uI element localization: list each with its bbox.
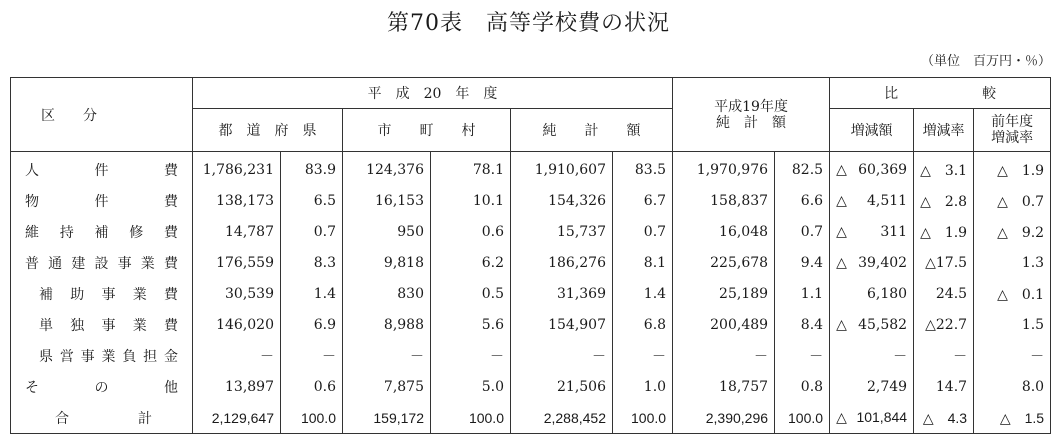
row-label-text: 補 助 事 業 費 <box>39 286 178 303</box>
table-row <box>11 340 1051 371</box>
row-label-text: 合 計 <box>55 410 152 427</box>
diff-value: 4,511 <box>866 192 908 209</box>
cell-net19: 158,837 <box>673 185 775 216</box>
diff-value: 45,582 <box>858 316 908 333</box>
cell-diff-amount <box>830 247 914 278</box>
cell-net-pct: 1.0 <box>613 371 673 402</box>
cell-muni-pct: 6.2 <box>431 247 511 278</box>
cell-diff-amount <box>830 216 914 247</box>
cell-prev: 1.5 <box>974 309 1051 340</box>
cell-muni: 8,988 <box>343 309 431 340</box>
cell-pref-pct: 100.0 <box>281 402 343 434</box>
cell-muni-pct: 10.1 <box>431 185 511 216</box>
cell-net: 1,910,607 <box>511 152 613 186</box>
cell-rate: △17.5 <box>914 247 974 278</box>
header-category <box>11 78 193 152</box>
cell-net-pct: 100.0 <box>613 402 673 434</box>
cell-net-pct: 83.5 <box>613 152 673 186</box>
cell-net: 186,276 <box>511 247 613 278</box>
cell-net19: 225,678 <box>673 247 775 278</box>
row-label <box>11 247 193 278</box>
diff-value: 2,749 <box>866 378 908 395</box>
header-municipality: 市 町 村 <box>343 109 511 152</box>
diff-value: 311 <box>880 223 908 240</box>
cell-net19-pct: 6.6 <box>775 185 830 216</box>
header-prev-rate-line1: 前年度 <box>991 114 1034 130</box>
row-label-text: 単 独 事 業 費 <box>39 317 178 334</box>
cell-prev: 1.3 <box>974 247 1051 278</box>
table-row <box>11 371 1051 402</box>
cell-muni: 124,376 <box>343 152 431 186</box>
cell-net19: 16,048 <box>673 216 775 247</box>
diff-value: 39,402 <box>858 254 908 271</box>
diff-sign: △ <box>836 192 847 209</box>
cell-pref: 13,897 <box>193 371 281 402</box>
header-h19 <box>673 78 830 152</box>
cell-prev: △ 1.5 <box>974 402 1051 434</box>
cell-muni-pct: － <box>431 340 511 371</box>
row-label <box>11 278 193 309</box>
row-label-text: そ の 他 <box>25 379 178 396</box>
cell-diff-amount <box>830 185 914 216</box>
cell-muni-pct: 0.6 <box>431 216 511 247</box>
row-label <box>11 216 193 247</box>
cell-rate: △ 2.8 <box>914 185 974 216</box>
cell-net19-pct: 0.7 <box>775 216 830 247</box>
cell-net19-pct: 0.8 <box>775 371 830 402</box>
cell-net19-pct: 82.5 <box>775 152 830 186</box>
diff-sign: △ <box>836 254 847 271</box>
cell-net19-pct: 1.1 <box>775 278 830 309</box>
cell-prev: △ 0.1 <box>974 278 1051 309</box>
cell-pref-pct: 0.7 <box>281 216 343 247</box>
cell-pref: 1,786,231 <box>193 152 281 186</box>
cell-pref: 14,787 <box>193 216 281 247</box>
header-diff-rate: 増減率 <box>914 109 974 152</box>
table-row <box>11 216 1051 247</box>
cell-muni: 9,818 <box>343 247 431 278</box>
cell-prev: △ 1.9 <box>974 152 1051 186</box>
cell-rate: 14.7 <box>914 371 974 402</box>
table-row <box>11 278 1051 309</box>
header-category-label: 区 分 <box>41 107 97 124</box>
cell-net: 21,506 <box>511 371 613 402</box>
cell-diff-amount <box>830 340 914 371</box>
cell-muni-pct: 5.0 <box>431 371 511 402</box>
cell-net19: 25,189 <box>673 278 775 309</box>
unit-note: （単位 百万円・％） <box>920 54 1051 69</box>
row-label <box>11 185 193 216</box>
cell-net: 15,737 <box>511 216 613 247</box>
row-label <box>11 371 193 402</box>
cell-net19: 2,390,296 <box>673 402 775 434</box>
cell-pref-pct: 1.4 <box>281 278 343 309</box>
cell-net-pct: 6.7 <box>613 185 673 216</box>
cell-net19: 1,970,976 <box>673 152 775 186</box>
header-prev-rate-line2: 増減率 <box>991 130 1034 146</box>
row-label <box>11 152 193 186</box>
header-prefecture: 都 道 府 県 <box>193 109 343 152</box>
diff-value: － <box>893 348 908 365</box>
cell-rate: △ 3.1 <box>914 152 974 186</box>
cell-rate: △ 1.9 <box>914 216 974 247</box>
cell-muni-pct: 0.5 <box>431 278 511 309</box>
cell-pref-pct: 8.3 <box>281 247 343 278</box>
diff-value: 101,844 <box>856 409 908 425</box>
cell-diff-amount <box>830 309 914 340</box>
cell-net-pct: 6.8 <box>613 309 673 340</box>
cell-rate: 24.5 <box>914 278 974 309</box>
cell-diff-amount <box>830 278 914 309</box>
row-label-text: 人 件 費 <box>25 162 178 179</box>
row-label-text: 物 件 費 <box>25 193 178 210</box>
cell-net-pct: 8.1 <box>613 247 673 278</box>
cell-muni: 16,153 <box>343 185 431 216</box>
cell-net: 154,326 <box>511 185 613 216</box>
cell-net19: 18,757 <box>673 371 775 402</box>
cell-prev: － <box>974 340 1051 371</box>
table-row <box>11 402 1051 434</box>
cell-pref-pct: 0.6 <box>281 371 343 402</box>
header-prev-rate <box>974 109 1051 152</box>
cell-net-pct: 0.7 <box>613 216 673 247</box>
cell-diff-amount <box>830 402 914 434</box>
cell-muni: 950 <box>343 216 431 247</box>
diff-sign: △ <box>836 409 847 425</box>
cell-muni: 7,875 <box>343 371 431 402</box>
diff-value: 6,180 <box>866 285 908 302</box>
cell-pref-pct: － <box>281 340 343 371</box>
diff-value: 60,369 <box>858 161 908 178</box>
header-h19-year: 平成19年度 <box>714 98 788 115</box>
cell-diff-amount <box>830 371 914 402</box>
diff-sign: △ <box>836 161 847 178</box>
cell-muni: 830 <box>343 278 431 309</box>
header-net-total: 純 計 額 <box>511 109 673 152</box>
cell-prev: △ 0.7 <box>974 185 1051 216</box>
diff-sign: △ <box>836 223 847 240</box>
cell-pref: 146,020 <box>193 309 281 340</box>
table-row <box>11 309 1051 340</box>
cell-pref: － <box>193 340 281 371</box>
cell-pref-pct: 83.9 <box>281 152 343 186</box>
cell-muni-pct: 100.0 <box>431 402 511 434</box>
header-h19-sub: 純 計 額 <box>716 114 787 131</box>
cell-pref-pct: 6.5 <box>281 185 343 216</box>
cell-net: 31,369 <box>511 278 613 309</box>
row-label <box>11 340 193 371</box>
cell-muni: － <box>343 340 431 371</box>
cell-net-pct: 1.4 <box>613 278 673 309</box>
cell-muni: 159,172 <box>343 402 431 434</box>
cell-pref: 176,559 <box>193 247 281 278</box>
row-label <box>11 402 193 434</box>
cell-net19: － <box>673 340 775 371</box>
table-row <box>11 152 1051 186</box>
cell-prev: △ 9.2 <box>974 216 1051 247</box>
cell-net19-pct: 8.4 <box>775 309 830 340</box>
header-compare: 比 較 <box>830 78 1051 109</box>
header-h20: 平 成 20 年 度 <box>193 78 673 109</box>
table-row <box>11 185 1051 216</box>
diff-sign: △ <box>836 316 847 333</box>
cell-net19-pct: 100.0 <box>775 402 830 434</box>
header-diff-amount: 増減額 <box>830 109 914 152</box>
cell-net: 154,907 <box>511 309 613 340</box>
cell-pref: 30,539 <box>193 278 281 309</box>
cell-net: － <box>511 340 613 371</box>
cell-net: 2,288,452 <box>511 402 613 434</box>
cell-pref: 138,173 <box>193 185 281 216</box>
cell-net19-pct: 9.4 <box>775 247 830 278</box>
cell-prev: 8.0 <box>974 371 1051 402</box>
cell-diff-amount <box>830 152 914 186</box>
cell-rate: － <box>914 340 974 371</box>
cell-rate: △ 4.3 <box>914 402 974 434</box>
cell-net19: 200,489 <box>673 309 775 340</box>
cell-pref: 2,129,647 <box>193 402 281 434</box>
cell-muni-pct: 78.1 <box>431 152 511 186</box>
row-label-text: 県 営 事 業 負 担 金 <box>39 348 178 365</box>
page-title: 第70表 高等学校費の状況 <box>387 11 670 36</box>
row-label-text: 普 通 建 設 事 業 費 <box>25 255 178 272</box>
school-expenses-table <box>10 77 1051 434</box>
cell-net19-pct: － <box>775 340 830 371</box>
table-row <box>11 247 1051 278</box>
cell-pref-pct: 6.9 <box>281 309 343 340</box>
row-label <box>11 309 193 340</box>
cell-net-pct: － <box>613 340 673 371</box>
cell-muni-pct: 5.6 <box>431 309 511 340</box>
cell-rate: △22.7 <box>914 309 974 340</box>
table-body <box>11 152 1051 434</box>
row-label-text: 維 持 補 修 費 <box>25 224 178 241</box>
